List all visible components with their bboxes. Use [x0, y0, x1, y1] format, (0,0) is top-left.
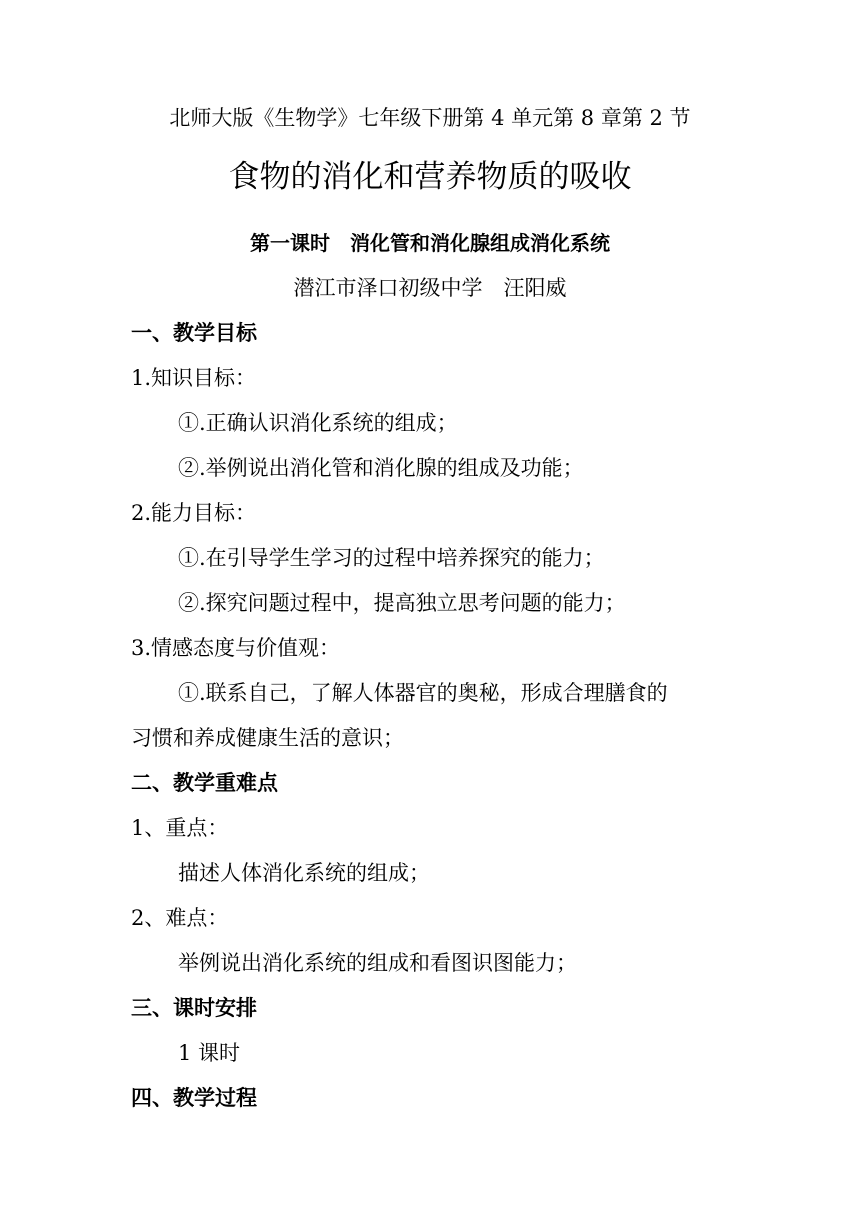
author-line: 潜江市泽口初级中学 汪阳威: [293, 276, 567, 300]
source-line: 北师大版《生物学》七年级下册第 4 单元第 8 章第 2 节: [169, 106, 691, 130]
section-heading-key-points: 二、教学重难点: [131, 771, 278, 795]
difficulty-text: 举例说出消化系统的组成和看图识图能力；: [178, 951, 577, 975]
knowledge-objective-item: ①.正确认识消化系统的组成；: [178, 411, 458, 435]
schedule-text: 1 课时: [178, 1041, 241, 1065]
focus-text: 描述人体消化系统的组成；: [178, 861, 430, 885]
attitude-objectives-label: 3.情感态度与价值观：: [131, 636, 341, 660]
ability-objective-item: ②.探究问题过程中，提高独立思考问题的能力；: [178, 591, 626, 615]
section-heading-process: 四、教学过程: [131, 1086, 257, 1110]
section-heading-schedule: 三、课时安排: [131, 996, 257, 1020]
knowledge-objective-item: ②.举例说出消化管和消化腺的组成及功能；: [178, 456, 584, 480]
page-title: 食物的消化和营养物质的吸收: [228, 159, 632, 195]
difficulty-label: 2、难点：: [131, 906, 229, 930]
ability-objective-item: ①.在引导学生学习的过程中培养探究的能力；: [178, 546, 605, 570]
attitude-objective-item: ①.联系自己，了解人体器官的奥秘，形成合理膳食的: [178, 681, 668, 705]
attitude-objective-item-continued: 习惯和养成健康生活的意识；: [131, 726, 404, 750]
section-heading-objectives: 一、教学目标: [131, 321, 257, 345]
knowledge-objectives-label: 1.知识目标：: [131, 366, 257, 390]
ability-objectives-label: 2.能力目标：: [131, 501, 257, 525]
focus-label: 1、重点：: [131, 816, 229, 840]
lesson-title: 第一课时 消化管和消化腺组成消化系统: [250, 231, 610, 255]
